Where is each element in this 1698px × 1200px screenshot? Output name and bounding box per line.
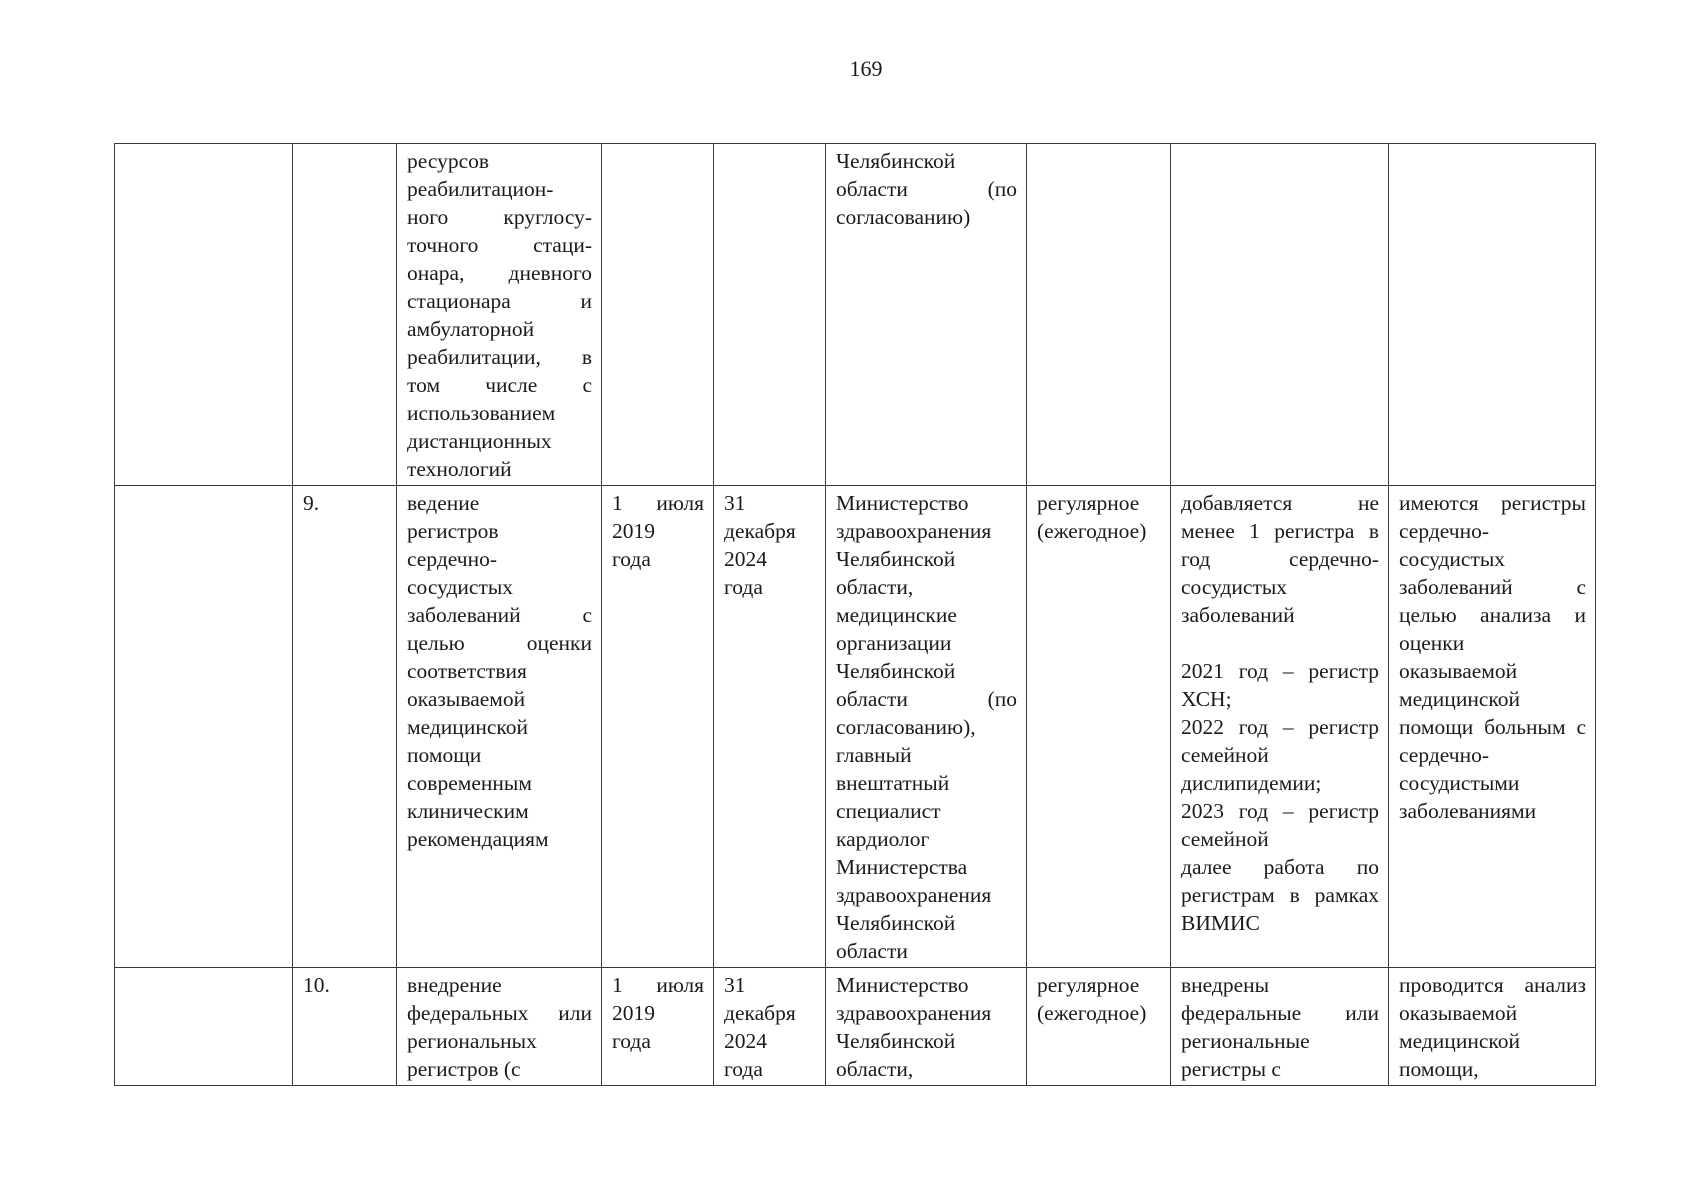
cell-line: рекомендациям xyxy=(407,827,549,851)
page-number: 169 xyxy=(849,56,883,81)
cell-line: регистрам в рамках xyxy=(1181,883,1379,907)
cell-line: 1 июля xyxy=(612,491,704,515)
activities-table xyxy=(114,143,1596,1086)
cell-line: заболеваний с xyxy=(1399,575,1586,599)
cell-line: заболеваний xyxy=(1181,603,1295,627)
cell-result xyxy=(1171,144,1389,486)
cell-line: декабря xyxy=(724,1001,796,1025)
cell-line: 2024 xyxy=(724,547,767,571)
cell-line: 31 xyxy=(724,491,746,515)
cell-line: заболеваниями xyxy=(1399,799,1537,823)
cell-line: медицинские xyxy=(836,603,957,627)
cell-line: регистры с xyxy=(1181,1057,1281,1081)
cell-num xyxy=(293,486,397,968)
cell-line: специалист xyxy=(836,799,941,823)
cell-line: том числе с xyxy=(407,373,592,397)
cell-line: Челябинской xyxy=(836,1029,956,1053)
cell-line: Министерство xyxy=(836,491,969,515)
cell-line: 1 июля xyxy=(612,973,704,997)
cell-line: года xyxy=(612,1029,651,1053)
cell-end xyxy=(714,144,826,486)
cell-activity xyxy=(397,144,602,486)
cell-line: региональные xyxy=(1181,1029,1310,1053)
cell-line: региональных xyxy=(407,1029,537,1053)
cell-line: регулярное xyxy=(1037,973,1140,997)
cell-line: Челябинской xyxy=(836,911,956,935)
row-number: 10. xyxy=(303,973,330,997)
cell-line: кардиолог xyxy=(836,827,930,851)
cell-line: семейной xyxy=(1181,743,1269,767)
cell-activity xyxy=(397,968,602,1086)
cell-line: года xyxy=(612,547,651,571)
cell-line: (ежегодное) xyxy=(1037,1001,1147,1025)
cell-responsible xyxy=(826,486,1027,968)
cell-line: современным xyxy=(407,771,532,795)
cell-result xyxy=(1171,486,1389,968)
cell-activity xyxy=(397,486,602,968)
cell-line: реабилитации, в xyxy=(407,345,592,369)
cell-line: Челябинской xyxy=(836,659,956,683)
table-row xyxy=(115,486,1596,968)
cell-indicator xyxy=(1389,968,1596,1086)
cell-line: сосудистых xyxy=(1181,575,1288,599)
cell-line: медицинской xyxy=(1399,1029,1520,1053)
cell-line: Министерства xyxy=(836,855,968,879)
cell-line: ного круглосу- xyxy=(407,205,592,229)
cell-line: ХСН; xyxy=(1181,687,1232,711)
cell-line: регулярное xyxy=(1037,491,1140,515)
cell-line: 31 xyxy=(724,973,746,997)
cell-line: помощи, xyxy=(1399,1057,1479,1081)
cell-line: внедрены xyxy=(1181,973,1270,997)
cell-line: год сердечно- xyxy=(1181,547,1379,571)
cell-line: оценки xyxy=(1399,631,1465,655)
cell-line: помощи xyxy=(407,743,482,767)
cell-line: дислипидемии; xyxy=(1181,771,1322,795)
cell-responsible xyxy=(826,144,1027,486)
cell-end xyxy=(714,968,826,1086)
cell-line: сосудистыми xyxy=(1399,771,1520,795)
cell-line: 2019 xyxy=(612,1001,655,1025)
cell-section xyxy=(115,144,293,486)
cell-line: точного стаци- xyxy=(407,233,592,257)
cell-line: главный xyxy=(836,743,912,767)
cell-line: далее работа по xyxy=(1181,855,1379,879)
cell-start xyxy=(602,144,714,486)
cell-line: 2022 год – регистр xyxy=(1181,715,1379,739)
cell-line: семейной xyxy=(1181,827,1269,851)
cell-responsible xyxy=(826,968,1027,1086)
cell-line: сердечно- xyxy=(1399,519,1489,543)
cell-line: менее 1 регистра в xyxy=(1181,519,1379,543)
cell-indicator xyxy=(1389,144,1596,486)
cell-line: сердечно- xyxy=(1399,743,1489,767)
cell-line: клиническим xyxy=(407,799,529,823)
cell-line: медицинской xyxy=(1399,687,1520,711)
cell-line: области, xyxy=(836,575,914,599)
cell-line: декабря xyxy=(724,519,796,543)
cell-line: соответствия xyxy=(407,659,527,683)
table-body xyxy=(115,144,1596,1086)
cell-line: года xyxy=(724,575,763,599)
row-number: 9. xyxy=(303,491,320,515)
cell-line: (ежегодное) xyxy=(1037,519,1147,543)
cell-line: реабилитацион- xyxy=(407,177,554,201)
cell-line: области xyxy=(836,939,908,963)
cell-line: дистанционных xyxy=(407,429,552,453)
cell-line: добавляется не xyxy=(1181,491,1379,515)
cell-line: технологий xyxy=(407,457,512,481)
cell-line: Министерство xyxy=(836,973,969,997)
cell-start xyxy=(602,486,714,968)
cell-line: области (по xyxy=(836,177,1017,201)
cell-line: целью оценки xyxy=(407,631,592,655)
cell-line: 2024 xyxy=(724,1029,767,1053)
cell-line: оказываемой xyxy=(407,687,526,711)
cell-line: регистров (с xyxy=(407,1057,521,1081)
cell-line: сосудистых xyxy=(1399,547,1506,571)
cell-line: проводится анализ xyxy=(1399,973,1586,997)
cell-frequency xyxy=(1027,968,1171,1086)
blank-line xyxy=(1181,629,1379,657)
cell-line: амбулаторной xyxy=(407,317,535,341)
cell-line: 2021 год – регистр xyxy=(1181,659,1379,683)
cell-line: согласованию) xyxy=(836,205,971,229)
cell-line: федеральных или xyxy=(407,1001,592,1025)
cell-line: онара, дневного xyxy=(407,261,592,285)
cell-line: 2019 xyxy=(612,519,655,543)
cell-line: заболеваний с xyxy=(407,603,592,627)
cell-line: организации xyxy=(836,631,952,655)
cell-line: ресурсов xyxy=(407,149,490,173)
cell-line: оказываемой xyxy=(1399,1001,1518,1025)
cell-line: внештатный xyxy=(836,771,950,795)
cell-line: здравоохранения xyxy=(836,1001,992,1025)
cell-indicator xyxy=(1389,486,1596,968)
cell-section xyxy=(115,486,293,968)
table-row xyxy=(115,144,1596,486)
cell-result xyxy=(1171,968,1389,1086)
cell-num xyxy=(293,144,397,486)
cell-line: стационара и xyxy=(407,289,592,313)
cell-line: помощи больным с xyxy=(1399,715,1586,739)
cell-line: здравоохранения xyxy=(836,883,992,907)
cell-line: имеются регистры xyxy=(1399,491,1586,515)
cell-line: Челябинской xyxy=(836,547,956,571)
cell-line: использованием xyxy=(407,401,556,425)
cell-line: регистров xyxy=(407,519,499,543)
cell-start xyxy=(602,968,714,1086)
cell-end xyxy=(714,486,826,968)
cell-num xyxy=(293,968,397,1086)
cell-line: внедрение xyxy=(407,973,502,997)
cell-line: здравоохранения xyxy=(836,519,992,543)
cell-frequency xyxy=(1027,486,1171,968)
cell-line: согласованию), xyxy=(836,715,976,739)
cell-line: сердечно- xyxy=(407,547,497,571)
cell-section xyxy=(115,968,293,1086)
cell-frequency xyxy=(1027,144,1171,486)
cell-line: целью анализа и xyxy=(1399,603,1586,627)
cell-line: оказываемой xyxy=(1399,659,1518,683)
cell-line: области, xyxy=(836,1057,914,1081)
cell-line: года xyxy=(724,1057,763,1081)
cell-line: области (по xyxy=(836,687,1017,711)
table-row xyxy=(115,968,1596,1086)
cell-line: Челябинской xyxy=(836,149,956,173)
cell-line: сосудистых xyxy=(407,575,514,599)
cell-line: медицинской xyxy=(407,715,528,739)
cell-line: ведение xyxy=(407,491,480,515)
cell-line: федеральные или xyxy=(1181,1001,1379,1025)
cell-line: ВИМИС xyxy=(1181,911,1260,935)
cell-line: 2023 год – регистр xyxy=(1181,799,1379,823)
